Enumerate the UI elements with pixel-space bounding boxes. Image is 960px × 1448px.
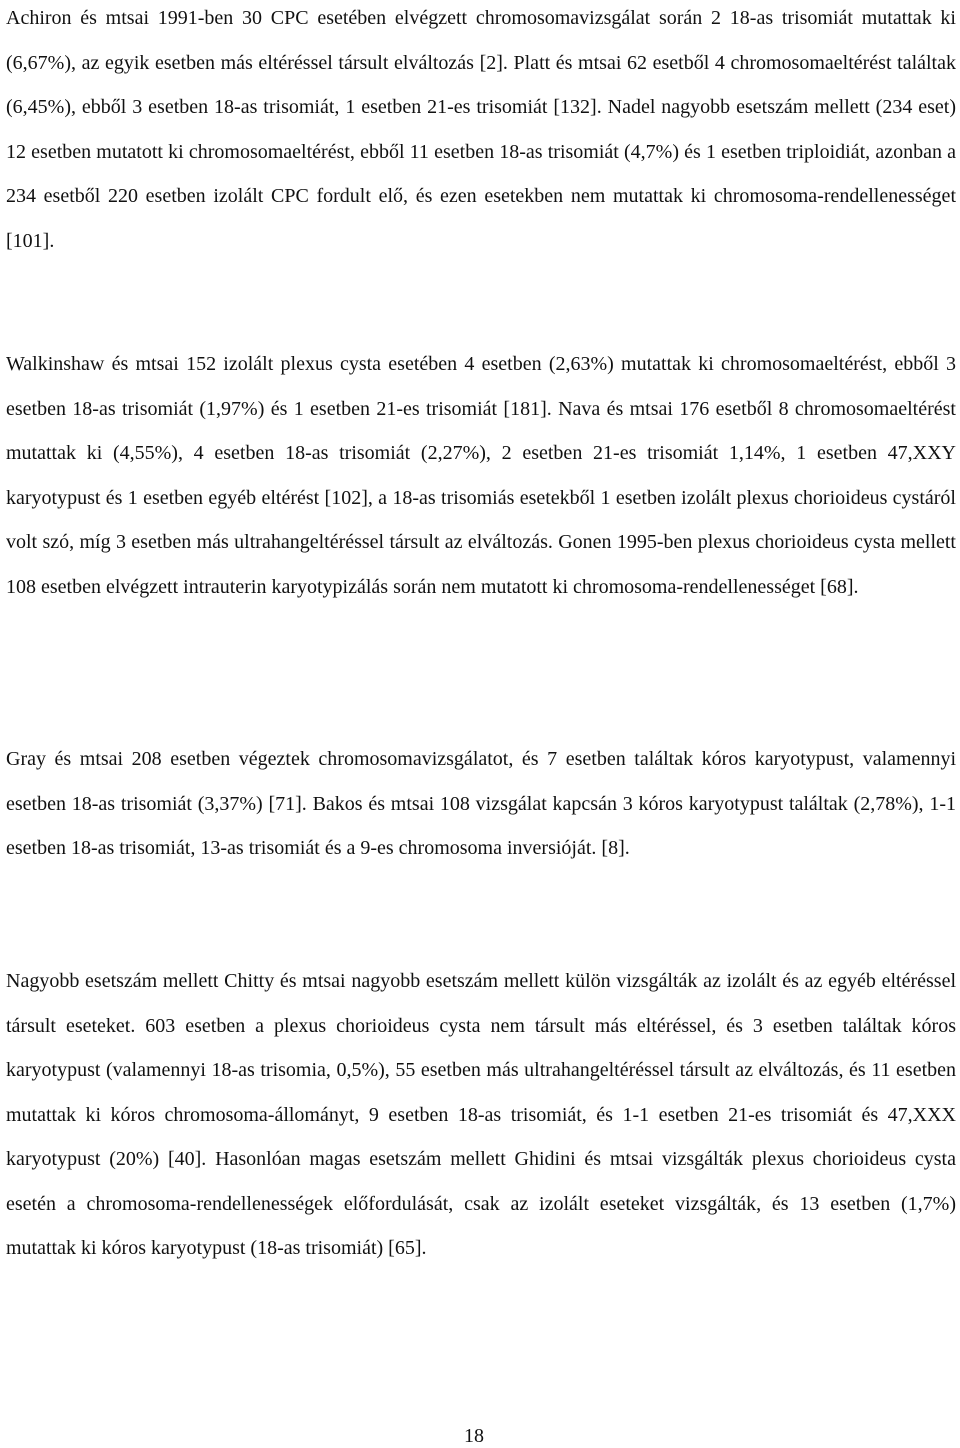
paragraph-walkinshaw-nava-gonen: Walkinshaw és mtsai 152 izolált plexus cysta esetében 4 esetben (2,63%) mutattak ki chromosomaeltérést, ebből 3 esetben 18-as trisomiát (1,97%) és 1 esetben 21-es trisomiát [181]. Nava és mtsai 176 esetből 8 chromosomaeltérést mutattak ki (4,55%), 4 esetben 18-as trisomiát (2,27%), 2 esetben 21-es trisomiát 1,14%, 1 esetben 47,XXY karyotypust és 1 esetben egyéb eltérést [102], a 18-as trisomiás esetekből 1 esetben izolált plexus chorioideus cystáról volt szó, míg 3 esetben más ultrahangeltéréssel társult az elváltozás. Gonen 1995-ben plexus chorioideus cysta mellett 108 esetben elvégzett intrauterin karyotypizálás során nem mutatott ki chromosoma-rendellenességet [68]. bbox=[6, 353, 956, 598]
page-number: 18 bbox=[464, 1425, 484, 1447]
paragraph-chitty-ghidini: Nagyobb esetszám mellett Chitty és mtsai nagyobb esetszám mellett külön vizsgálták az izolált és az egyéb eltéréssel társult eseteket. 603 esetben a plexus chorioideus cysta nem társult más eltéréssel, és 3 esetben találtak kóros karyotypust (valamennyi 18-as trisomia, 0,5%), 55 esetben más ultrahangeltéréssel társult az elváltozás, és 11 esetben mutattak ki kóros chromosoma-állományt, 9 esetben 18-as trisomiát, és 1-1 esetben 21-es trisomiát és 47,XXX karyotypust (20%) [40]. Hasonlóan magas esetszám mellett Ghidini és mtsai vizsgálták plexus chorioideus cysta esetén a chromosoma-rendellenességek előfordulását, csak az izolált eseteket vizsgálták, és 13 esetben (1,7%) mutattak ki kóros karyotypust (18-as trisomiát) [65]. bbox=[6, 970, 956, 1259]
paragraph-gray-bakos: Gray és mtsai 208 esetben végeztek chromosomavizsgálatot, és 7 esetben találtak kóros karyotypust, valamennyi esetben 18-as trisomiát (3,37%) [71]. Bakos és mtsai 108 vizsgálat kapcsán 3 kóros karyotypust találtak (2,78%), 1-1 esetben 18-as trisomiát, 13-as trisomiát és a 9-es chromosoma inversióját. [8]. bbox=[6, 748, 956, 859]
paragraph-achiron-platt-nadel: Achiron és mtsai 1991-ben 30 CPC esetében elvégzett chromosomavizsgálat során 2 18-as trisomiát mutattak ki (6,67%), az egyik esetben más eltéréssel társult elváltozás [2]. Platt és mtsai 62 esetből 4 chromosomaeltérést találtak (6,45%), ebből 3 esetben 18-as trisomiát, 1 esetben 21-es trisomiát [132]. Nadel nagyobb esetszám mellett (234 eset) 12 esetben mutatott ki chromosomaeltérést, ebből 11 esetben 18-as trisomiát (4,7%) és 1 esetben triploidiát, azonban a 234 esetből 220 esetben izolált CPC fordult elő, és ezen esetekben nem mutattak ki chromosoma-rendellenességet [101]. bbox=[6, 7, 956, 252]
